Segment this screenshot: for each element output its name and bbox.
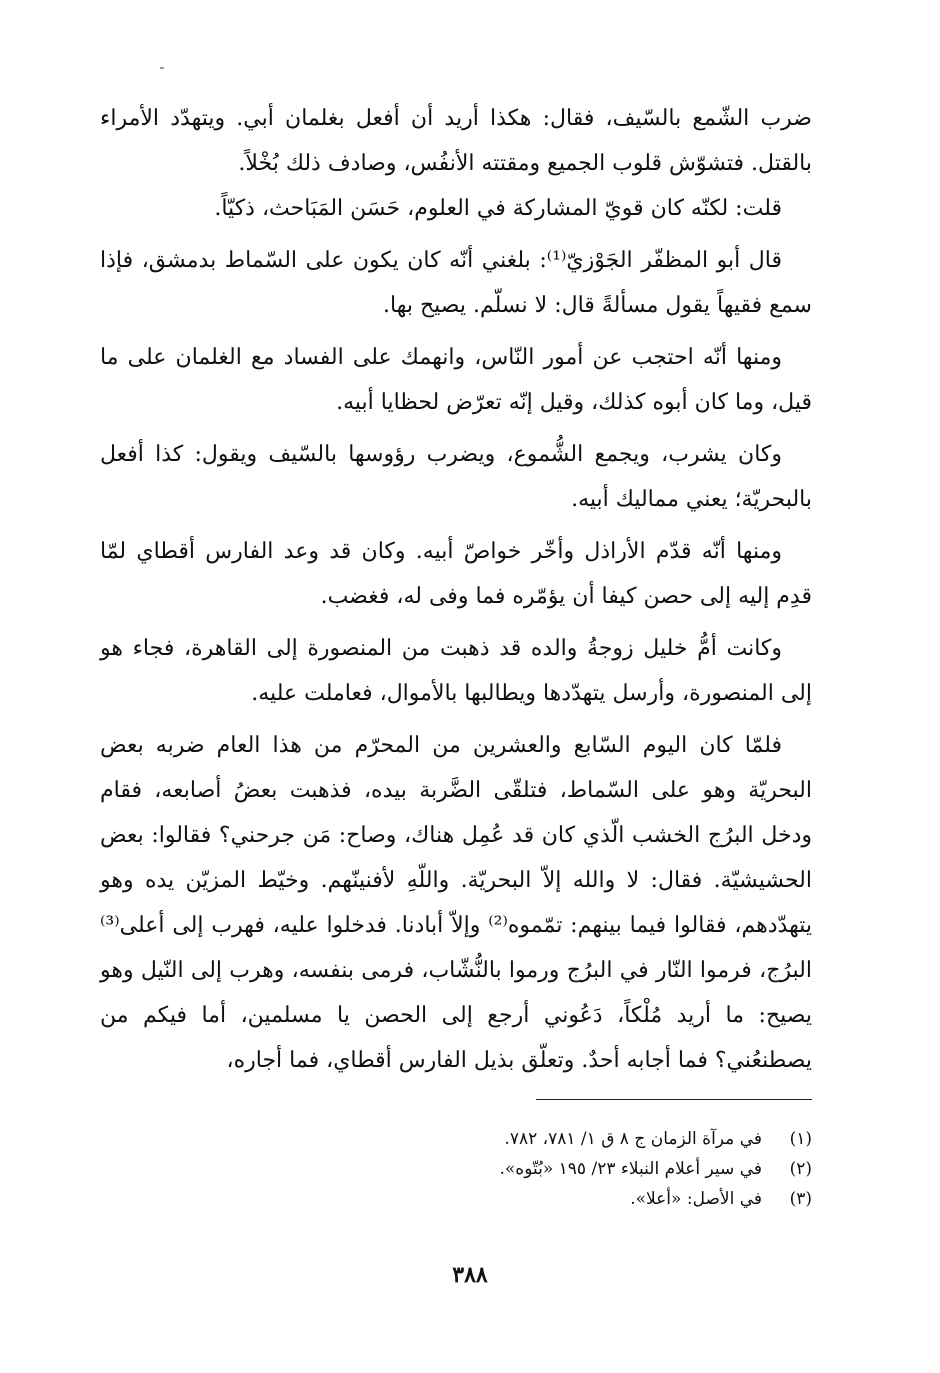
footnote-2 bbox=[300, 1154, 812, 1184]
footnote-3 bbox=[300, 1184, 812, 1214]
paragraph-2: قلت: لكنّه كان قويّ المشاركة في العلوم، حَسَن المَبَاحث، ذكيّاً. bbox=[214, 196, 782, 221]
footnote-1 bbox=[300, 1124, 812, 1154]
paragraph-5: وكان يشرب، ويجمع الشُّموع، ويضرب رؤوسها بالسّيف ويقول: كذا أفعل بالبحريّة؛ يعني مماليك أبيه. bbox=[100, 442, 812, 512]
paragraph-6: ومنها أنّه قدّم الأراذل وأخّر خواصّ أبيه. وكان قد وعد الفارس أقطاي لمّا قدِم إليه إلى حصن كيفا أن يؤمّره فما وفى له، فغضب. bbox=[100, 539, 812, 609]
footnote-number: (١) bbox=[789, 1129, 812, 1149]
page-number: ٣٨٨ bbox=[452, 1262, 488, 1288]
paragraph-8: فلمّا كان اليوم السّابع والعشرين من المحرّم من هذا العام ضربه بعض البحريّة وهو على السّماط، فتلقّى الضَّربة بيده، فذهبت بعضُ أصابعه، فقام ودخل البرُج الخشب الّذي كان قد عُمِل هناك، وصاح: مَن جرحني؟ فقالوا: بعض الحشيشيّة. فقال: لا والله إلاّ البحريّة. واللّهِ لأفنينّهم. وخيّط المزيّن يده وهو يتهدّدهم، فقالوا فيما بينهم: تمّموه⁽²⁾ وإلاّ أبادنا. فدخلوا عليه، فهرب إلى أعلى⁽³⁾ البرُج، فرموا النّار في البرُج ورموا بالنُّشّاب، فرمى بنفسه، وهرب إلى النّيل وهو يصيح: ما أريد مُلْكاً، دَعُوني أرجع إلى الحصن يا مسلمين، أما فيكم من يصطنعُني؟ فما أجابه أحدٌ. وتعلّق بذيل الفارس أقطاي، فما أجاره، bbox=[100, 733, 813, 1073]
footnote-separator bbox=[536, 1099, 812, 1100]
paragraph-3: قال أبو المظفّر الجَوْزيّ⁽¹⁾: بلغني أنّه كان يكون على السّماط بدمشق، فإذا سمع فقيهاً يقول مسألةً قال: لا نسلّم. يصيح بها. bbox=[100, 248, 812, 318]
footnote-text: في سير أعلام النبلاء ٢٣/ ١٩٥ «بُتّوه». bbox=[499, 1159, 762, 1179]
page-speck bbox=[160, 67, 164, 69]
paragraph-7: وكانت أمُّ خليل زوجةُ والده قد ذهبت من المنصورة إلى القاهرة، فجاء هو إلى المنصورة، وأرسل يتهدّدها ويطالبها بالأموال، فعاملت عليه. bbox=[100, 636, 812, 706]
footnote-text: في مرآة الزمان ج ٨ ق ١/ ٧٨١، ٧٨٢. bbox=[504, 1129, 762, 1149]
paragraph-4: ومنها أنّه احتجب عن أمور النّاس، وانهمك على الفساد مع الغلمان على ما قيل، وما كان أبوه كذلك، وقيل إنّه تعرّض لحظايا أبيه. bbox=[100, 345, 812, 415]
paragraph-1: ضرب الشّمع بالسّيف، فقال: هكذا أريد أن أفعل بغلمان أبي. ويتهدّد الأمراء بالقتل. فتشوّش قلوب الجميع ومقتته الأنفُس، وصادف ذلك بُخْلاً. bbox=[100, 106, 812, 176]
footnote-number: (٣) bbox=[789, 1189, 812, 1209]
footnotes bbox=[300, 1124, 812, 1214]
footnote-text: في الأصل: «أعلا». bbox=[630, 1189, 762, 1209]
footnote-number: (٢) bbox=[789, 1159, 812, 1179]
body-text bbox=[100, 96, 812, 1083]
